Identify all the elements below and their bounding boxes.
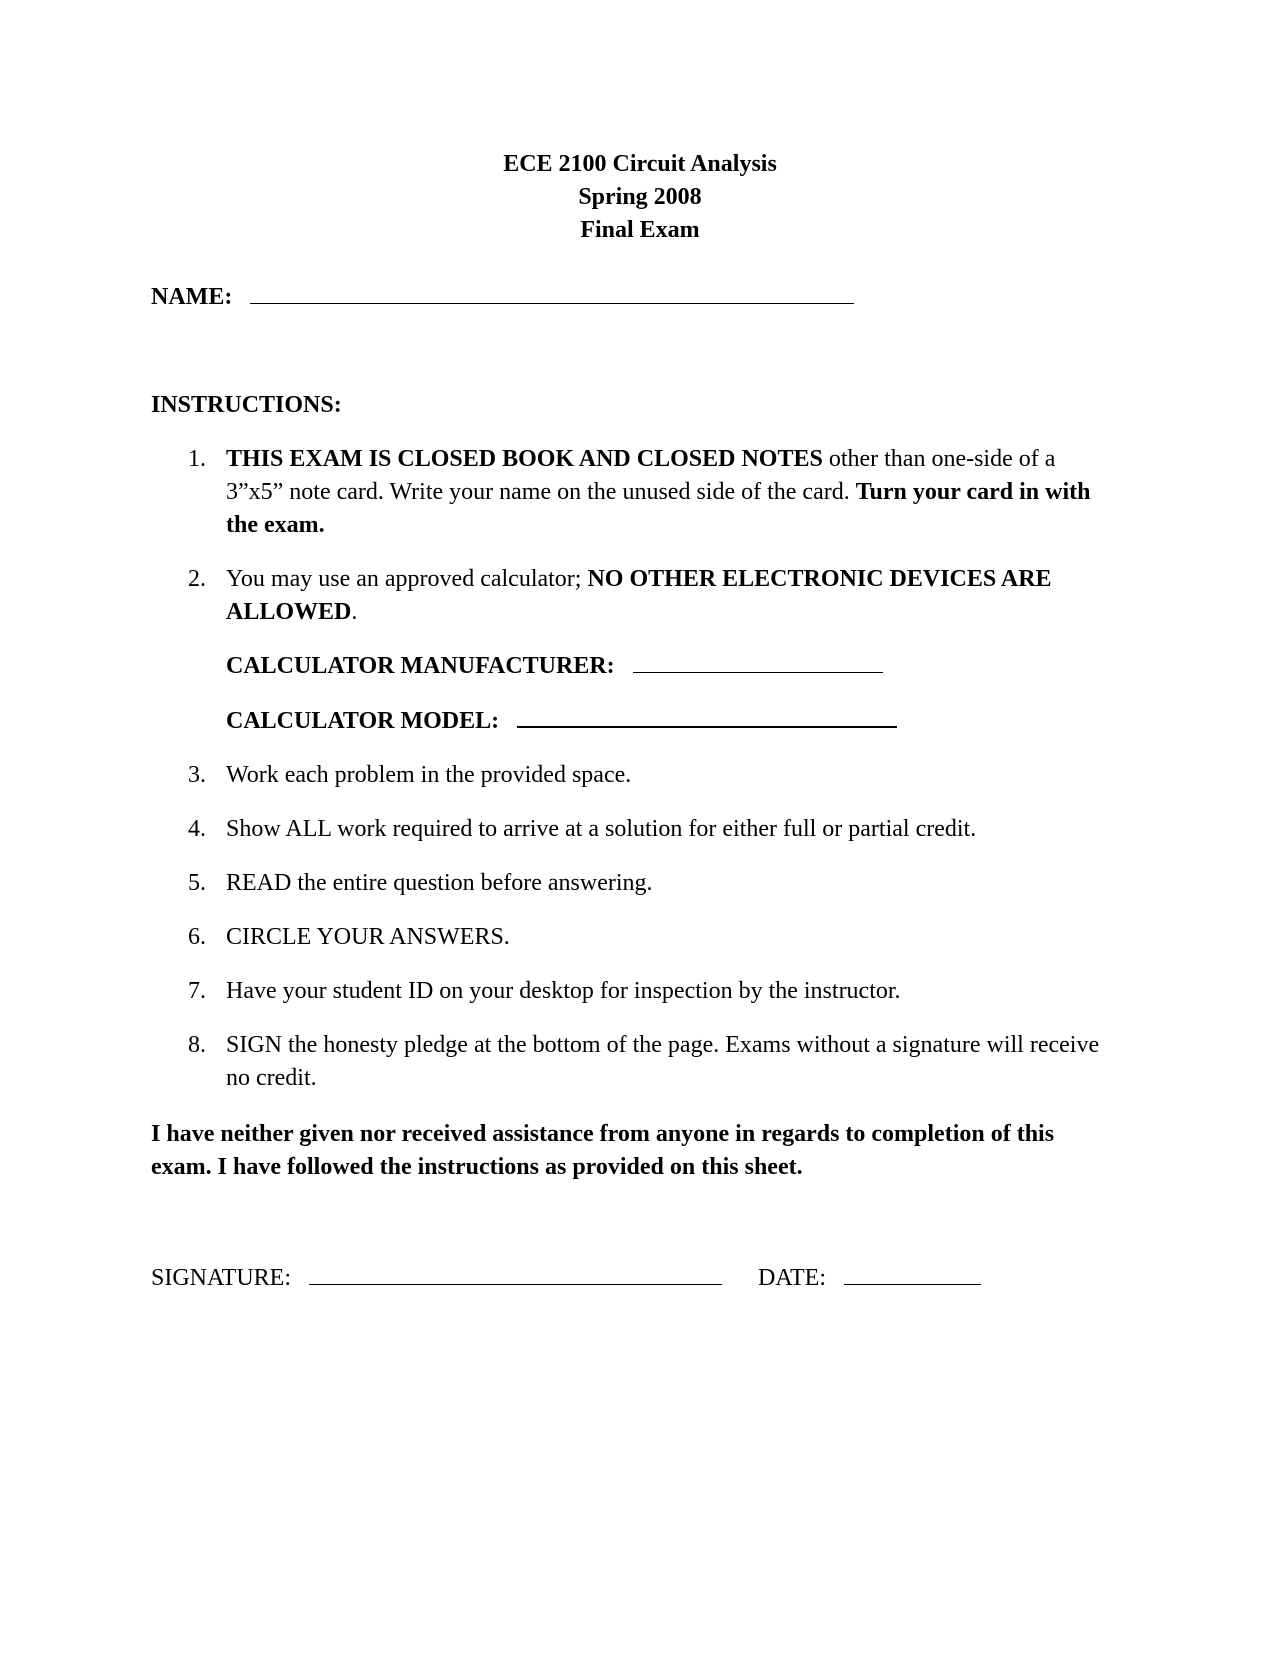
- name-blank[interactable]: [250, 281, 854, 304]
- instruction-text: .: [351, 599, 358, 625]
- instruction-text: READ the entire question before answering.: [226, 870, 653, 896]
- instruction-item: [151, 443, 1111, 542]
- name-row: [151, 281, 854, 312]
- instruction-text: CIRCLE YOUR ANSWERS.: [226, 924, 510, 950]
- instruction-number: 5.: [188, 870, 206, 896]
- instruction-item: [151, 813, 1111, 846]
- instruction-number: 4.: [188, 816, 206, 842]
- signature-blank[interactable]: [309, 1262, 722, 1285]
- instruction-item: [151, 1029, 1111, 1095]
- course-title: ECE 2100 Circuit Analysis: [503, 151, 777, 177]
- signature-row: [151, 1262, 981, 1293]
- calculator-model-row: [226, 704, 1111, 738]
- instruction-text: other than one-side of a 3”x5” note card. Write your name on the unused side of the card.: [226, 446, 1056, 505]
- instruction-item: [151, 867, 1111, 900]
- instruction-bold-text: Turn your card in with the exam.: [226, 479, 1091, 538]
- instruction-number: 8.: [188, 1032, 206, 1058]
- instruction-number: 6.: [188, 924, 206, 950]
- instruction-number: 2.: [188, 566, 206, 592]
- instruction-number: 3.: [188, 762, 206, 788]
- instruction-number: 7.: [188, 978, 206, 1004]
- calculator-manufacturer-blank[interactable]: [633, 650, 883, 673]
- instruction-item: [151, 563, 1111, 629]
- instruction-text: SIGN the honesty pledge at the bottom of the page. Exams without a signature will receive no credit.: [226, 1032, 1100, 1091]
- instruction-text: Have your student ID on your desktop for inspection by the instructor.: [226, 978, 901, 1004]
- calculator-manufacturer-row: [226, 650, 1111, 683]
- honesty-pledge: I have neither given nor received assistance from anyone in regards to completion of this exam. I have followed the instructions as provided on this sheet.: [151, 1121, 1055, 1180]
- exam-header: [0, 148, 1280, 247]
- date-blank[interactable]: [844, 1262, 981, 1285]
- date-label: DATE:: [758, 1265, 827, 1291]
- exam-title: Final Exam: [580, 217, 700, 243]
- instruction-text: You may use an approved calculator;: [226, 566, 588, 592]
- instruction-text: Work each problem in the provided space.: [226, 762, 632, 788]
- term-title: Spring 2008: [578, 184, 702, 210]
- instructions-heading: INSTRUCTIONS:: [151, 392, 342, 418]
- calculator-manufacturer-label: CALCULATOR MANUFACTURER:: [226, 653, 615, 679]
- instruction-text: Show ALL work required to arrive at a solution for either full or partial credit.: [226, 816, 977, 842]
- instruction-item: [151, 975, 1111, 1008]
- calculator-model-label: CALCULATOR MODEL:: [226, 708, 500, 734]
- instruction-item: [151, 921, 1111, 954]
- instructions-list: [151, 443, 1111, 1095]
- instruction-bold-text: THIS EXAM IS CLOSED BOOK AND CLOSED NOTES: [226, 446, 823, 472]
- instruction-number: 1.: [188, 446, 206, 472]
- instruction-bold-text: NO OTHER ELECTRONIC DEVICES ARE ALLOWED: [226, 566, 1052, 625]
- name-label: NAME:: [151, 284, 233, 310]
- instruction-item: [151, 759, 1111, 792]
- calculator-model-blank[interactable]: [517, 704, 897, 728]
- signature-label: SIGNATURE:: [151, 1265, 292, 1291]
